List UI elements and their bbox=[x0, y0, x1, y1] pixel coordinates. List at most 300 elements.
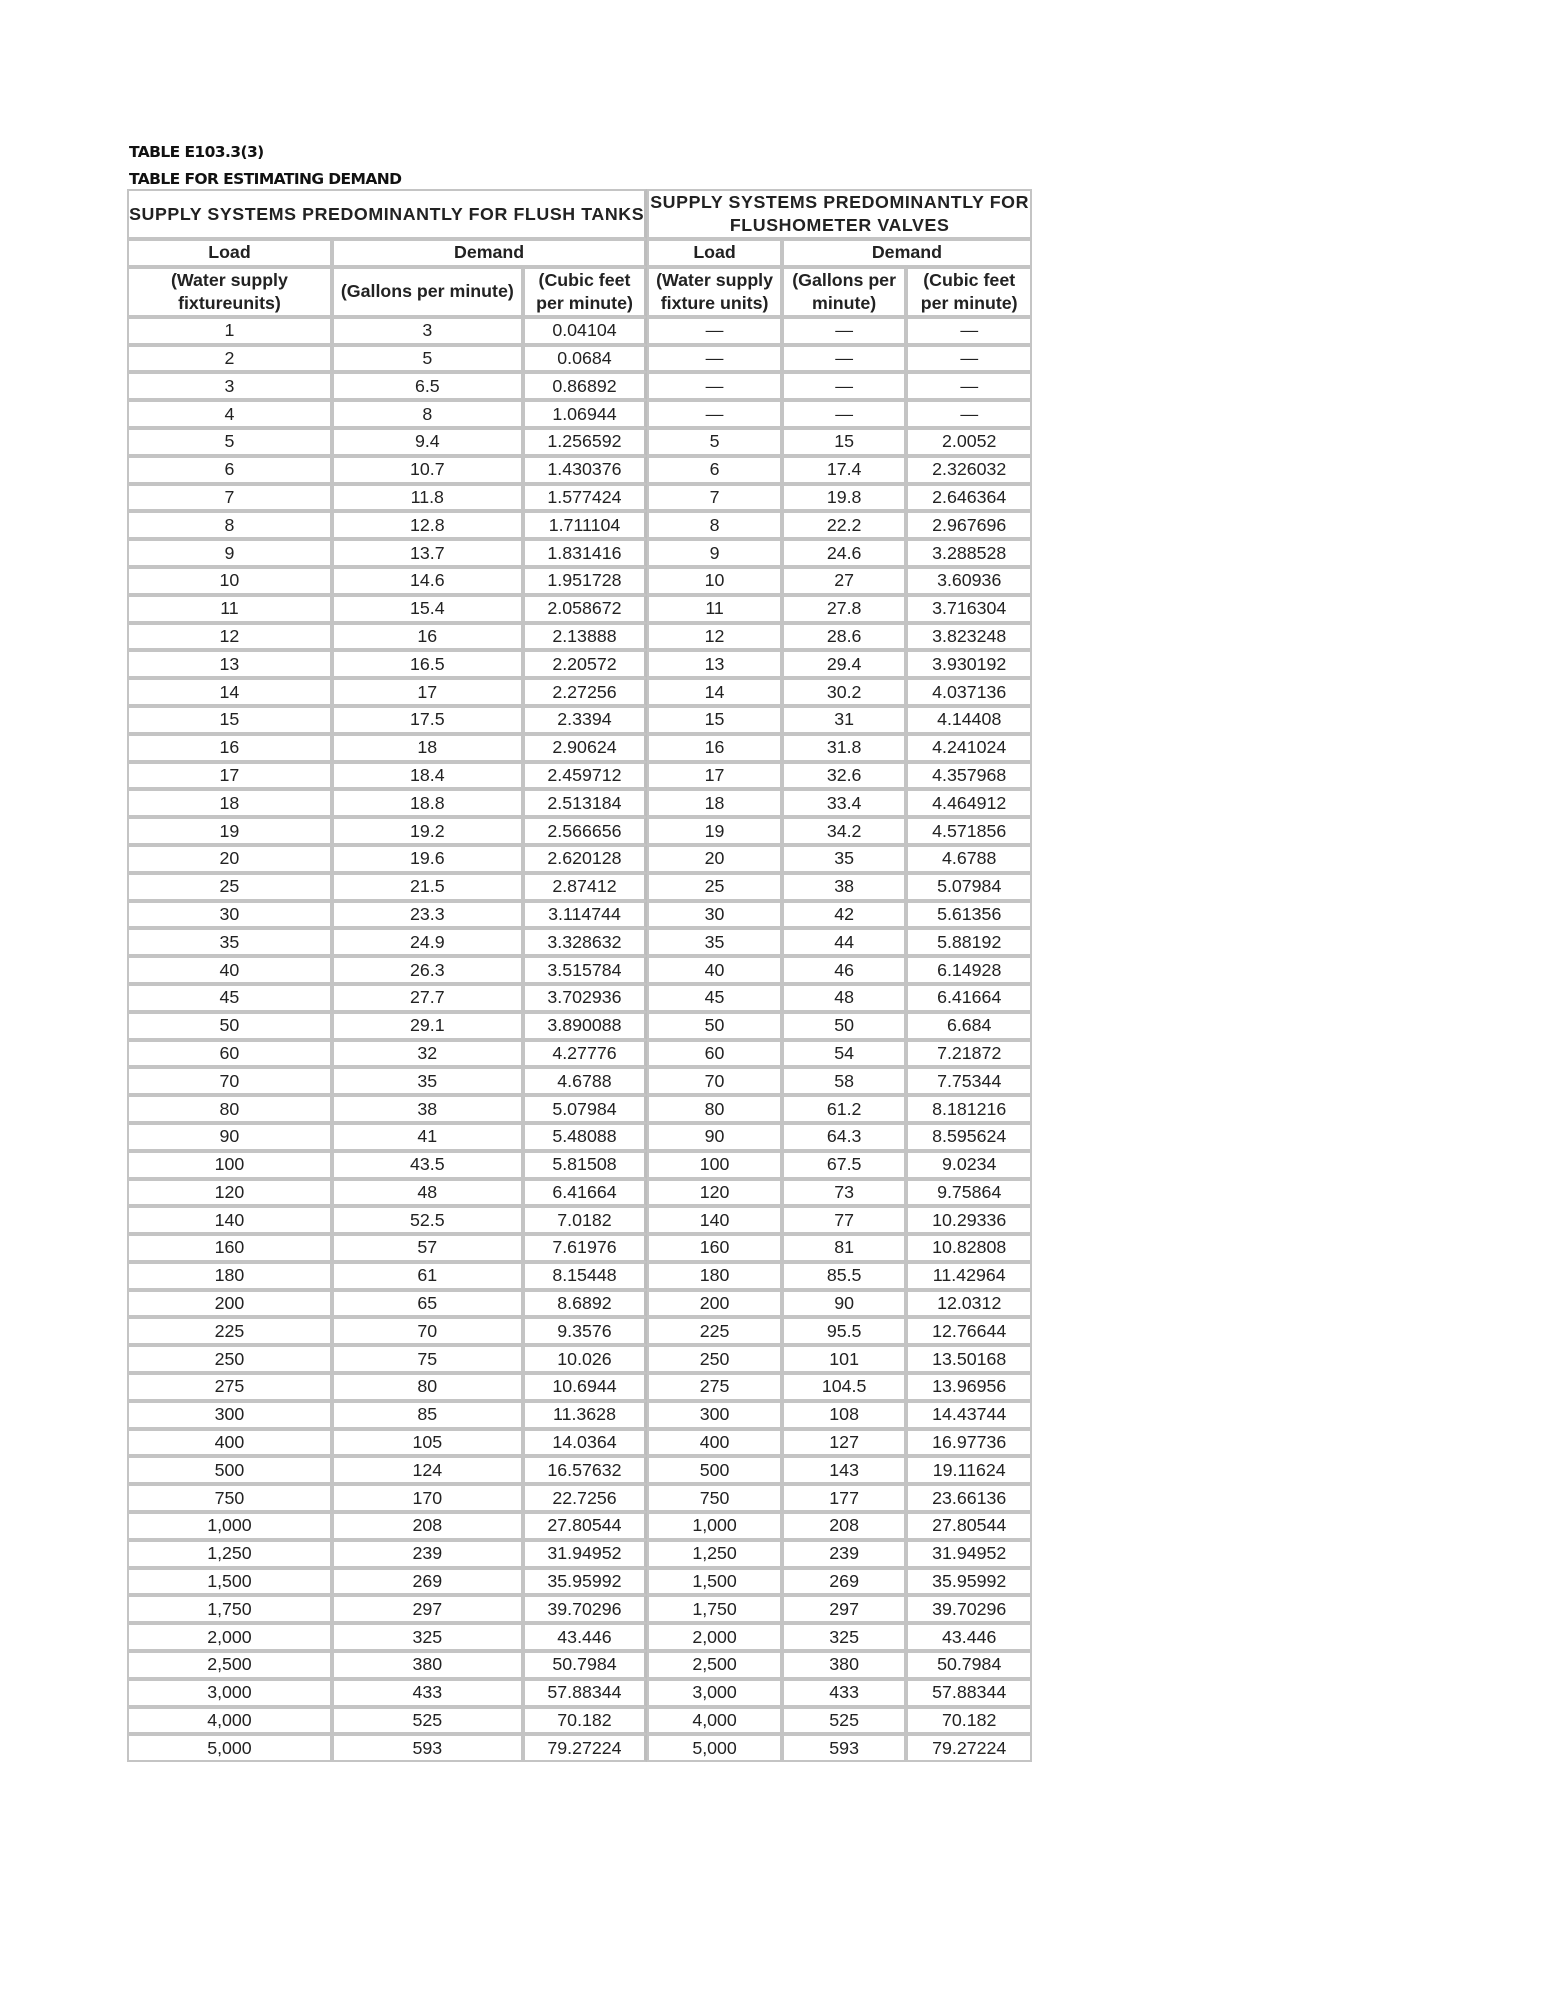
cell-gpm-right: 35 bbox=[782, 845, 907, 873]
cell-load-right: 11 bbox=[647, 595, 782, 623]
cell-gpm-right: 90 bbox=[782, 1290, 907, 1318]
cell-cfm-right: 43.446 bbox=[906, 1623, 1032, 1651]
cell-cfm-left: 1.430376 bbox=[523, 456, 648, 484]
cell-load-left: 2 bbox=[127, 345, 332, 373]
table-row bbox=[127, 1679, 1032, 1707]
table-caption bbox=[129, 139, 401, 193]
cell-cfm-right: 10.82808 bbox=[906, 1234, 1032, 1262]
cell-load-left: 60 bbox=[127, 1040, 332, 1068]
cell-gpm-right: 95.5 bbox=[782, 1317, 907, 1345]
table-row bbox=[127, 1262, 1032, 1290]
unit-gpm-left: (Gallons per minute) bbox=[332, 267, 523, 317]
cell-cfm-right: 2.967696 bbox=[906, 511, 1032, 539]
cell-load-right: 70 bbox=[647, 1067, 782, 1095]
cell-load-right: 13 bbox=[647, 650, 782, 678]
cell-load-left: 10 bbox=[127, 567, 332, 595]
cell-cfm-right: 11.42964 bbox=[906, 1262, 1032, 1290]
cell-cfm-left: 70.182 bbox=[523, 1707, 648, 1735]
cell-gpm-right: 143 bbox=[782, 1456, 907, 1484]
table-row bbox=[127, 1373, 1032, 1401]
cell-cfm-left: 0.04104 bbox=[523, 317, 648, 345]
section-header-row bbox=[127, 189, 1032, 239]
cell-load-right: 5 bbox=[647, 428, 782, 456]
cell-load-left: 15 bbox=[127, 706, 332, 734]
cell-cfm-left: 2.90624 bbox=[523, 734, 648, 762]
cell-gpm-left: 57 bbox=[332, 1234, 523, 1262]
cell-cfm-left: 1.831416 bbox=[523, 539, 648, 567]
cell-gpm-right: 31.8 bbox=[782, 734, 907, 762]
cell-gpm-right: 269 bbox=[782, 1568, 907, 1596]
table-row bbox=[127, 345, 1032, 373]
cell-load-right: 400 bbox=[647, 1429, 782, 1457]
cell-gpm-right: 28.6 bbox=[782, 623, 907, 651]
cell-load-left: 30 bbox=[127, 901, 332, 929]
cell-gpm-left: 29.1 bbox=[332, 1012, 523, 1040]
cell-cfm-right: — bbox=[906, 345, 1032, 373]
cell-load-right: — bbox=[647, 317, 782, 345]
cell-load-left: 1,250 bbox=[127, 1540, 332, 1568]
cell-cfm-left: 1.06944 bbox=[523, 400, 648, 428]
cell-gpm-left: 593 bbox=[332, 1734, 523, 1762]
table-row bbox=[127, 1540, 1032, 1568]
unit-load-left: (Water supply fixtureunits) bbox=[127, 267, 332, 317]
cell-cfm-right: 35.95992 bbox=[906, 1568, 1032, 1596]
cell-load-left: 19 bbox=[127, 817, 332, 845]
cell-gpm-left: 41 bbox=[332, 1123, 523, 1151]
cell-gpm-right: 46 bbox=[782, 956, 907, 984]
cell-gpm-right: 61.2 bbox=[782, 1095, 907, 1123]
cell-load-right: 40 bbox=[647, 956, 782, 984]
cell-cfm-left: 2.27256 bbox=[523, 678, 648, 706]
cell-load-left: 500 bbox=[127, 1456, 332, 1484]
cell-load-right: 100 bbox=[647, 1151, 782, 1179]
cell-cfm-right: 70.182 bbox=[906, 1707, 1032, 1735]
cell-load-left: 17 bbox=[127, 762, 332, 790]
cell-gpm-right: 44 bbox=[782, 928, 907, 956]
demand-header-left: Demand bbox=[332, 239, 647, 267]
demand-table bbox=[127, 189, 1032, 1762]
table-row bbox=[127, 623, 1032, 651]
cell-gpm-right: 208 bbox=[782, 1512, 907, 1540]
cell-load-left: 12 bbox=[127, 623, 332, 651]
table-row bbox=[127, 372, 1032, 400]
unit-header-row bbox=[127, 267, 1032, 317]
cell-cfm-right: 8.181216 bbox=[906, 1095, 1032, 1123]
section-flush-tanks: SUPPLY SYSTEMS PREDOMINANTLY FOR FLUSH TANKS bbox=[127, 189, 647, 239]
cell-load-left: 3 bbox=[127, 372, 332, 400]
table-row bbox=[127, 956, 1032, 984]
cell-gpm-right: 58 bbox=[782, 1067, 907, 1095]
cell-load-left: 2,000 bbox=[127, 1623, 332, 1651]
table-row bbox=[127, 1595, 1032, 1623]
cell-cfm-right: 10.29336 bbox=[906, 1206, 1032, 1234]
cell-cfm-left: 0.0684 bbox=[523, 345, 648, 373]
cell-load-right: — bbox=[647, 345, 782, 373]
cell-cfm-left: 3.702936 bbox=[523, 984, 648, 1012]
cell-cfm-right: 8.595624 bbox=[906, 1123, 1032, 1151]
table-row bbox=[127, 1067, 1032, 1095]
cell-load-right: 300 bbox=[647, 1401, 782, 1429]
cell-gpm-right: 50 bbox=[782, 1012, 907, 1040]
cell-cfm-left: 5.81508 bbox=[523, 1151, 648, 1179]
cell-gpm-left: 35 bbox=[332, 1067, 523, 1095]
cell-cfm-right: 3.60936 bbox=[906, 567, 1032, 595]
cell-load-left: 3,000 bbox=[127, 1679, 332, 1707]
table-row bbox=[127, 928, 1032, 956]
cell-cfm-left: 10.6944 bbox=[523, 1373, 648, 1401]
cell-cfm-right: 7.75344 bbox=[906, 1067, 1032, 1095]
cell-load-left: 100 bbox=[127, 1151, 332, 1179]
cell-cfm-left: 2.513184 bbox=[523, 789, 648, 817]
cell-load-left: 14 bbox=[127, 678, 332, 706]
cell-cfm-right: 3.716304 bbox=[906, 595, 1032, 623]
cell-cfm-right: 57.88344 bbox=[906, 1679, 1032, 1707]
table-row bbox=[127, 650, 1032, 678]
table-title: TABLE FOR ESTIMATING DEMAND bbox=[129, 170, 402, 188]
cell-load-left: 200 bbox=[127, 1290, 332, 1318]
cell-gpm-left: 26.3 bbox=[332, 956, 523, 984]
cell-cfm-right: 16.97736 bbox=[906, 1429, 1032, 1457]
cell-load-right: — bbox=[647, 372, 782, 400]
cell-gpm-left: 24.9 bbox=[332, 928, 523, 956]
cell-gpm-right: 380 bbox=[782, 1651, 907, 1679]
cell-load-right: 750 bbox=[647, 1484, 782, 1512]
table-row bbox=[127, 1234, 1032, 1262]
table-row bbox=[127, 1734, 1032, 1762]
table-row bbox=[127, 1512, 1032, 1540]
cell-cfm-left: 3.328632 bbox=[523, 928, 648, 956]
cell-load-right: 60 bbox=[647, 1040, 782, 1068]
cell-gpm-left: 11.8 bbox=[332, 484, 523, 512]
cell-cfm-left: 27.80544 bbox=[523, 1512, 648, 1540]
cell-gpm-left: 15.4 bbox=[332, 595, 523, 623]
cell-cfm-right: 13.50168 bbox=[906, 1345, 1032, 1373]
cell-cfm-left: 50.7984 bbox=[523, 1651, 648, 1679]
cell-load-left: 4 bbox=[127, 400, 332, 428]
unit-load-right: (Water supply fixture units) bbox=[647, 267, 782, 317]
cell-gpm-right: 101 bbox=[782, 1345, 907, 1373]
table-row bbox=[127, 1651, 1032, 1679]
cell-cfm-right: 4.241024 bbox=[906, 734, 1032, 762]
cell-cfm-right: 23.66136 bbox=[906, 1484, 1032, 1512]
cell-gpm-left: 239 bbox=[332, 1540, 523, 1568]
cell-gpm-left: 75 bbox=[332, 1345, 523, 1373]
cell-cfm-left: 10.026 bbox=[523, 1345, 648, 1373]
cell-gpm-left: 70 bbox=[332, 1317, 523, 1345]
cell-cfm-left: 57.88344 bbox=[523, 1679, 648, 1707]
table-row bbox=[127, 845, 1032, 873]
cell-load-right: 9 bbox=[647, 539, 782, 567]
cell-cfm-right: 2.326032 bbox=[906, 456, 1032, 484]
cell-load-left: 1,500 bbox=[127, 1568, 332, 1596]
cell-load-left: 90 bbox=[127, 1123, 332, 1151]
cell-cfm-left: 11.3628 bbox=[523, 1401, 648, 1429]
cell-cfm-left: 2.87412 bbox=[523, 873, 648, 901]
table-row bbox=[127, 1456, 1032, 1484]
cell-cfm-left: 3.890088 bbox=[523, 1012, 648, 1040]
cell-cfm-right: 27.80544 bbox=[906, 1512, 1032, 1540]
cell-gpm-left: 5 bbox=[332, 345, 523, 373]
table-row bbox=[127, 1401, 1032, 1429]
cell-cfm-right: 5.07984 bbox=[906, 873, 1032, 901]
cell-load-right: 45 bbox=[647, 984, 782, 1012]
cell-load-left: 40 bbox=[127, 956, 332, 984]
section-flushometer-valves: SUPPLY SYSTEMS PREDOMINANTLY FOR FLUSHOMETER VALVES bbox=[647, 189, 1032, 239]
cell-cfm-left: 0.86892 bbox=[523, 372, 648, 400]
cell-cfm-left: 3.114744 bbox=[523, 901, 648, 929]
cell-gpm-left: 23.3 bbox=[332, 901, 523, 929]
cell-load-right: 15 bbox=[647, 706, 782, 734]
cell-load-right: 14 bbox=[647, 678, 782, 706]
cell-gpm-right: 48 bbox=[782, 984, 907, 1012]
cell-load-right: — bbox=[647, 400, 782, 428]
cell-cfm-left: 9.3576 bbox=[523, 1317, 648, 1345]
table-row bbox=[127, 400, 1032, 428]
cell-cfm-right: — bbox=[906, 400, 1032, 428]
cell-gpm-left: 433 bbox=[332, 1679, 523, 1707]
unit-cfm-left: (Cubic feet per minute) bbox=[523, 267, 648, 317]
cell-load-left: 1,000 bbox=[127, 1512, 332, 1540]
table-row bbox=[127, 1623, 1032, 1651]
cell-gpm-right: 77 bbox=[782, 1206, 907, 1234]
table-row bbox=[127, 484, 1032, 512]
table-row bbox=[127, 1345, 1032, 1373]
cell-gpm-right: 325 bbox=[782, 1623, 907, 1651]
table-row bbox=[127, 873, 1032, 901]
cell-gpm-right: 64.3 bbox=[782, 1123, 907, 1151]
cell-gpm-right: 67.5 bbox=[782, 1151, 907, 1179]
cell-gpm-left: 208 bbox=[332, 1512, 523, 1540]
cell-cfm-right: 13.96956 bbox=[906, 1373, 1032, 1401]
cell-gpm-right: 433 bbox=[782, 1679, 907, 1707]
cell-gpm-left: 124 bbox=[332, 1456, 523, 1484]
cell-load-left: 25 bbox=[127, 873, 332, 901]
cell-cfm-right: 3.823248 bbox=[906, 623, 1032, 651]
cell-cfm-right: 12.76644 bbox=[906, 1317, 1032, 1345]
table-row bbox=[127, 1206, 1032, 1234]
cell-gpm-left: 105 bbox=[332, 1429, 523, 1457]
cell-gpm-left: 325 bbox=[332, 1623, 523, 1651]
table-row bbox=[127, 539, 1032, 567]
cell-gpm-left: 6.5 bbox=[332, 372, 523, 400]
cell-load-left: 50 bbox=[127, 1012, 332, 1040]
cell-gpm-left: 21.5 bbox=[332, 873, 523, 901]
cell-gpm-right: 34.2 bbox=[782, 817, 907, 845]
table-row bbox=[127, 1484, 1032, 1512]
cell-load-left: 35 bbox=[127, 928, 332, 956]
cell-load-left: 11 bbox=[127, 595, 332, 623]
cell-cfm-left: 7.61976 bbox=[523, 1234, 648, 1262]
cell-load-right: 1,750 bbox=[647, 1595, 782, 1623]
cell-load-right: 225 bbox=[647, 1317, 782, 1345]
cell-gpm-right: 22.2 bbox=[782, 511, 907, 539]
cell-load-left: 5,000 bbox=[127, 1734, 332, 1762]
cell-gpm-left: 61 bbox=[332, 1262, 523, 1290]
cell-load-left: 70 bbox=[127, 1067, 332, 1095]
cell-cfm-right: 31.94952 bbox=[906, 1540, 1032, 1568]
cell-cfm-left: 39.70296 bbox=[523, 1595, 648, 1623]
table-row bbox=[127, 734, 1032, 762]
cell-cfm-left: 22.7256 bbox=[523, 1484, 648, 1512]
cell-cfm-left: 8.15448 bbox=[523, 1262, 648, 1290]
cell-cfm-right: 5.88192 bbox=[906, 928, 1032, 956]
cell-gpm-right: 239 bbox=[782, 1540, 907, 1568]
cell-gpm-left: 8 bbox=[332, 400, 523, 428]
cell-gpm-right: 24.6 bbox=[782, 539, 907, 567]
cell-cfm-left: 2.566656 bbox=[523, 817, 648, 845]
cell-load-right: 500 bbox=[647, 1456, 782, 1484]
cell-cfm-right: 4.037136 bbox=[906, 678, 1032, 706]
cell-gpm-left: 380 bbox=[332, 1651, 523, 1679]
cell-load-left: 80 bbox=[127, 1095, 332, 1123]
cell-load-left: 45 bbox=[127, 984, 332, 1012]
cell-cfm-left: 2.058672 bbox=[523, 595, 648, 623]
table-row bbox=[127, 901, 1032, 929]
table-row bbox=[127, 1317, 1032, 1345]
cell-load-right: 25 bbox=[647, 873, 782, 901]
cell-load-right: 10 bbox=[647, 567, 782, 595]
cell-cfm-right: 4.6788 bbox=[906, 845, 1032, 873]
cell-gpm-left: 38 bbox=[332, 1095, 523, 1123]
table-row bbox=[127, 1012, 1032, 1040]
cell-cfm-left: 8.6892 bbox=[523, 1290, 648, 1318]
cell-gpm-left: 12.8 bbox=[332, 511, 523, 539]
cell-gpm-right: 593 bbox=[782, 1734, 907, 1762]
table-row bbox=[127, 511, 1032, 539]
table-row bbox=[127, 762, 1032, 790]
table-row bbox=[127, 1707, 1032, 1735]
cell-cfm-left: 43.446 bbox=[523, 1623, 648, 1651]
cell-load-right: 50 bbox=[647, 1012, 782, 1040]
table-row bbox=[127, 706, 1032, 734]
table-row bbox=[127, 1429, 1032, 1457]
cell-load-left: 400 bbox=[127, 1429, 332, 1457]
cell-gpm-right: 31 bbox=[782, 706, 907, 734]
cell-gpm-left: 13.7 bbox=[332, 539, 523, 567]
cell-cfm-right: 2.0052 bbox=[906, 428, 1032, 456]
cell-cfm-left: 2.620128 bbox=[523, 845, 648, 873]
table-row bbox=[127, 678, 1032, 706]
cell-load-left: 160 bbox=[127, 1234, 332, 1262]
cell-load-left: 8 bbox=[127, 511, 332, 539]
cell-cfm-right: 4.357968 bbox=[906, 762, 1032, 790]
group-header-row bbox=[127, 239, 1032, 267]
cell-gpm-left: 17.5 bbox=[332, 706, 523, 734]
cell-cfm-right: 50.7984 bbox=[906, 1651, 1032, 1679]
cell-gpm-left: 52.5 bbox=[332, 1206, 523, 1234]
cell-cfm-left: 7.0182 bbox=[523, 1206, 648, 1234]
cell-gpm-right: 33.4 bbox=[782, 789, 907, 817]
cell-load-left: 7 bbox=[127, 484, 332, 512]
cell-gpm-right: 81 bbox=[782, 1234, 907, 1262]
cell-load-right: 120 bbox=[647, 1179, 782, 1207]
table-row bbox=[127, 789, 1032, 817]
table-row bbox=[127, 1568, 1032, 1596]
table-row bbox=[127, 1095, 1032, 1123]
cell-gpm-left: 16 bbox=[332, 623, 523, 651]
cell-load-right: 18 bbox=[647, 789, 782, 817]
cell-load-right: 12 bbox=[647, 623, 782, 651]
cell-cfm-left: 79.27224 bbox=[523, 1734, 648, 1762]
cell-load-left: 300 bbox=[127, 1401, 332, 1429]
cell-cfm-right: 3.930192 bbox=[906, 650, 1032, 678]
cell-cfm-left: 2.20572 bbox=[523, 650, 648, 678]
cell-cfm-right: 5.61356 bbox=[906, 901, 1032, 929]
cell-load-left: 275 bbox=[127, 1373, 332, 1401]
cell-gpm-left: 14.6 bbox=[332, 567, 523, 595]
cell-gpm-right: 42 bbox=[782, 901, 907, 929]
cell-cfm-left: 35.95992 bbox=[523, 1568, 648, 1596]
cell-gpm-left: 19.6 bbox=[332, 845, 523, 873]
cell-load-right: 17 bbox=[647, 762, 782, 790]
table-row bbox=[127, 1151, 1032, 1179]
cell-load-left: 120 bbox=[127, 1179, 332, 1207]
cell-load-right: 140 bbox=[647, 1206, 782, 1234]
cell-load-left: 5 bbox=[127, 428, 332, 456]
cell-load-left: 180 bbox=[127, 1262, 332, 1290]
cell-gpm-left: 3 bbox=[332, 317, 523, 345]
cell-cfm-right: 4.14408 bbox=[906, 706, 1032, 734]
cell-load-right: 5,000 bbox=[647, 1734, 782, 1762]
cell-cfm-left: 2.459712 bbox=[523, 762, 648, 790]
cell-load-right: 7 bbox=[647, 484, 782, 512]
cell-cfm-left: 2.3394 bbox=[523, 706, 648, 734]
cell-cfm-right: 3.288528 bbox=[906, 539, 1032, 567]
cell-gpm-right: — bbox=[782, 372, 907, 400]
cell-load-right: 6 bbox=[647, 456, 782, 484]
cell-cfm-right: 2.646364 bbox=[906, 484, 1032, 512]
cell-gpm-right: 38 bbox=[782, 873, 907, 901]
cell-gpm-left: 18.4 bbox=[332, 762, 523, 790]
cell-gpm-right: 15 bbox=[782, 428, 907, 456]
cell-load-left: 9 bbox=[127, 539, 332, 567]
cell-gpm-left: 65 bbox=[332, 1290, 523, 1318]
cell-cfm-right: 12.0312 bbox=[906, 1290, 1032, 1318]
cell-load-right: 90 bbox=[647, 1123, 782, 1151]
cell-load-right: 2,500 bbox=[647, 1651, 782, 1679]
cell-load-right: 3,000 bbox=[647, 1679, 782, 1707]
cell-cfm-left: 5.07984 bbox=[523, 1095, 648, 1123]
cell-cfm-left: 5.48088 bbox=[523, 1123, 648, 1151]
cell-gpm-right: 108 bbox=[782, 1401, 907, 1429]
cell-gpm-left: 10.7 bbox=[332, 456, 523, 484]
cell-load-right: 200 bbox=[647, 1290, 782, 1318]
cell-load-right: 180 bbox=[647, 1262, 782, 1290]
cell-load-right: 275 bbox=[647, 1373, 782, 1401]
unit-gpm-right: (Gallons per minute) bbox=[782, 267, 907, 317]
cell-load-right: 250 bbox=[647, 1345, 782, 1373]
table-row bbox=[127, 1179, 1032, 1207]
cell-gpm-right: 19.8 bbox=[782, 484, 907, 512]
cell-gpm-left: 297 bbox=[332, 1595, 523, 1623]
cell-gpm-right: 85.5 bbox=[782, 1262, 907, 1290]
cell-cfm-right: 6.14928 bbox=[906, 956, 1032, 984]
cell-cfm-left: 4.27776 bbox=[523, 1040, 648, 1068]
cell-gpm-left: 27.7 bbox=[332, 984, 523, 1012]
cell-gpm-left: 85 bbox=[332, 1401, 523, 1429]
cell-load-right: 1,500 bbox=[647, 1568, 782, 1596]
cell-gpm-left: 18.8 bbox=[332, 789, 523, 817]
cell-cfm-right: 79.27224 bbox=[906, 1734, 1032, 1762]
cell-gpm-right: 73 bbox=[782, 1179, 907, 1207]
cell-cfm-left: 4.6788 bbox=[523, 1067, 648, 1095]
cell-cfm-left: 16.57632 bbox=[523, 1456, 648, 1484]
cell-cfm-left: 1.711104 bbox=[523, 511, 648, 539]
cell-gpm-left: 32 bbox=[332, 1040, 523, 1068]
cell-cfm-left: 2.13888 bbox=[523, 623, 648, 651]
cell-cfm-right: 9.0234 bbox=[906, 1151, 1032, 1179]
cell-gpm-right: 32.6 bbox=[782, 762, 907, 790]
